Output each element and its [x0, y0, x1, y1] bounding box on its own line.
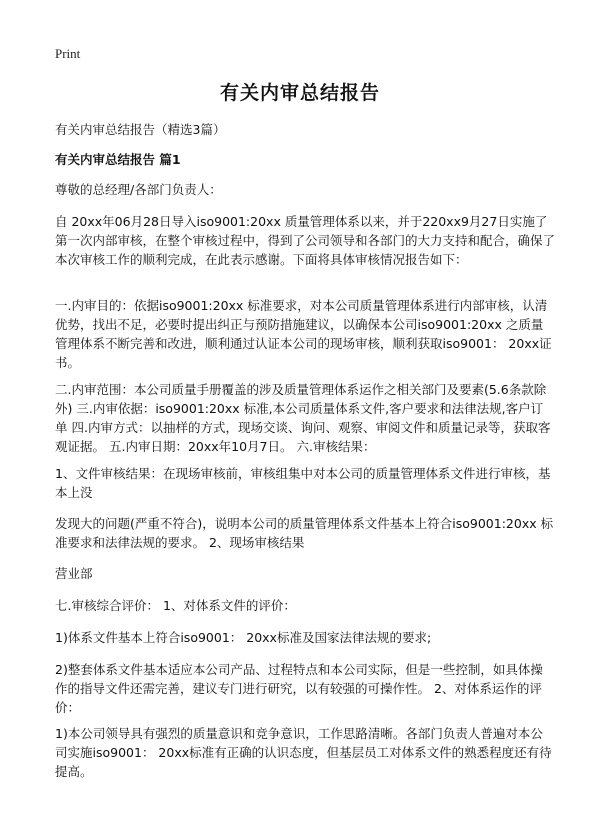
paragraph-audit-purpose: 一.内审目的：依据iso9001:20xx 标准要求，对本公司质量管理体系进行内部审核，认清优势，找出不足，必要时提出纠正与预防措施建议，以确保本公司iso9001:20xx 之质量管理体系不断完善和改进，顺利通过认证本公司的现场审核，顺利获取iso9001： 20xx证书。	[55, 298, 552, 370]
paragraph-overall-evaluation: 七.审核综合评价： 1、对体系文件的评价：	[55, 598, 296, 613]
paragraph-evaluation-item-2: 2)整套体系文件基本适应本公司产品、过程特点和本公司实际，但是一些控制，如具体操作的指导文件还需完善，建议专门进行研究，以有较强的可操作性。 2、对体系运作的评价：	[55, 662, 543, 715]
print-label: Print	[55, 46, 81, 61]
paragraph-salutation: 尊敬的总经理/各部门负责人：	[55, 182, 222, 197]
paragraph-document-review: 1、文件审核结果：在现场审核前，审核组集中对本公司的质量管理体系文件进行审核，基本上没	[55, 466, 551, 500]
paragraph-audit-scope: 二.内审范围：本公司质量手册覆盖的涉及质量管理体系运作之相关部门及要素(5.6条款除外) 三.内审依据：iso9001:20xx 标准,本公司质量体系文件,客户要求和法律法规,客户订单 四.内审方式：以抽样的方式，现场交谈、询问、观察、审阅文件和质量记录等，获取客观证据。 五.内审日期：20xx年10月7日。 六.审核结果：	[55, 382, 551, 454]
section-heading: 有关内审总结报告 篇1	[55, 152, 181, 167]
paragraph-operation-item-1: 1)本公司领导具有强烈的质量意识和竞争意识，工作思路清晰。各部门负责人普遍对本公司实施iso9001： 20xx标准有正确的认识态度，但基层员工对体系文件的熟悉程度还有待提高。	[55, 726, 552, 779]
paragraph-findings: 发现大的问题(严重不符合)，说明本公司的质量管理体系文件基本上符合iso9001:20xx 标准要求和法律法规的要求。 2、现场审核结果	[55, 516, 554, 550]
document-title: 有关内审总结报告	[219, 82, 380, 104]
paragraph-evaluation-item-1: 1)体系文件基本上符合iso9001： 20xx标准及国家法律法规的要求;	[55, 630, 432, 645]
paragraph-intro: 自 20xx年06月28日导入iso9001:20xx 质量管理体系以来，并于220xx9月27日实施了第一次内部审核，在整个审核过程中，得到了公司领导和各部门的大力支持和配合，确保了本次审核工作的顺利完成，在此表示感谢。下面将具体审核情况报告如下：	[55, 214, 556, 267]
paragraph-department: 营业部	[55, 566, 93, 581]
document-subtitle: 有关内审总结报告（精选3篇）	[55, 122, 226, 137]
